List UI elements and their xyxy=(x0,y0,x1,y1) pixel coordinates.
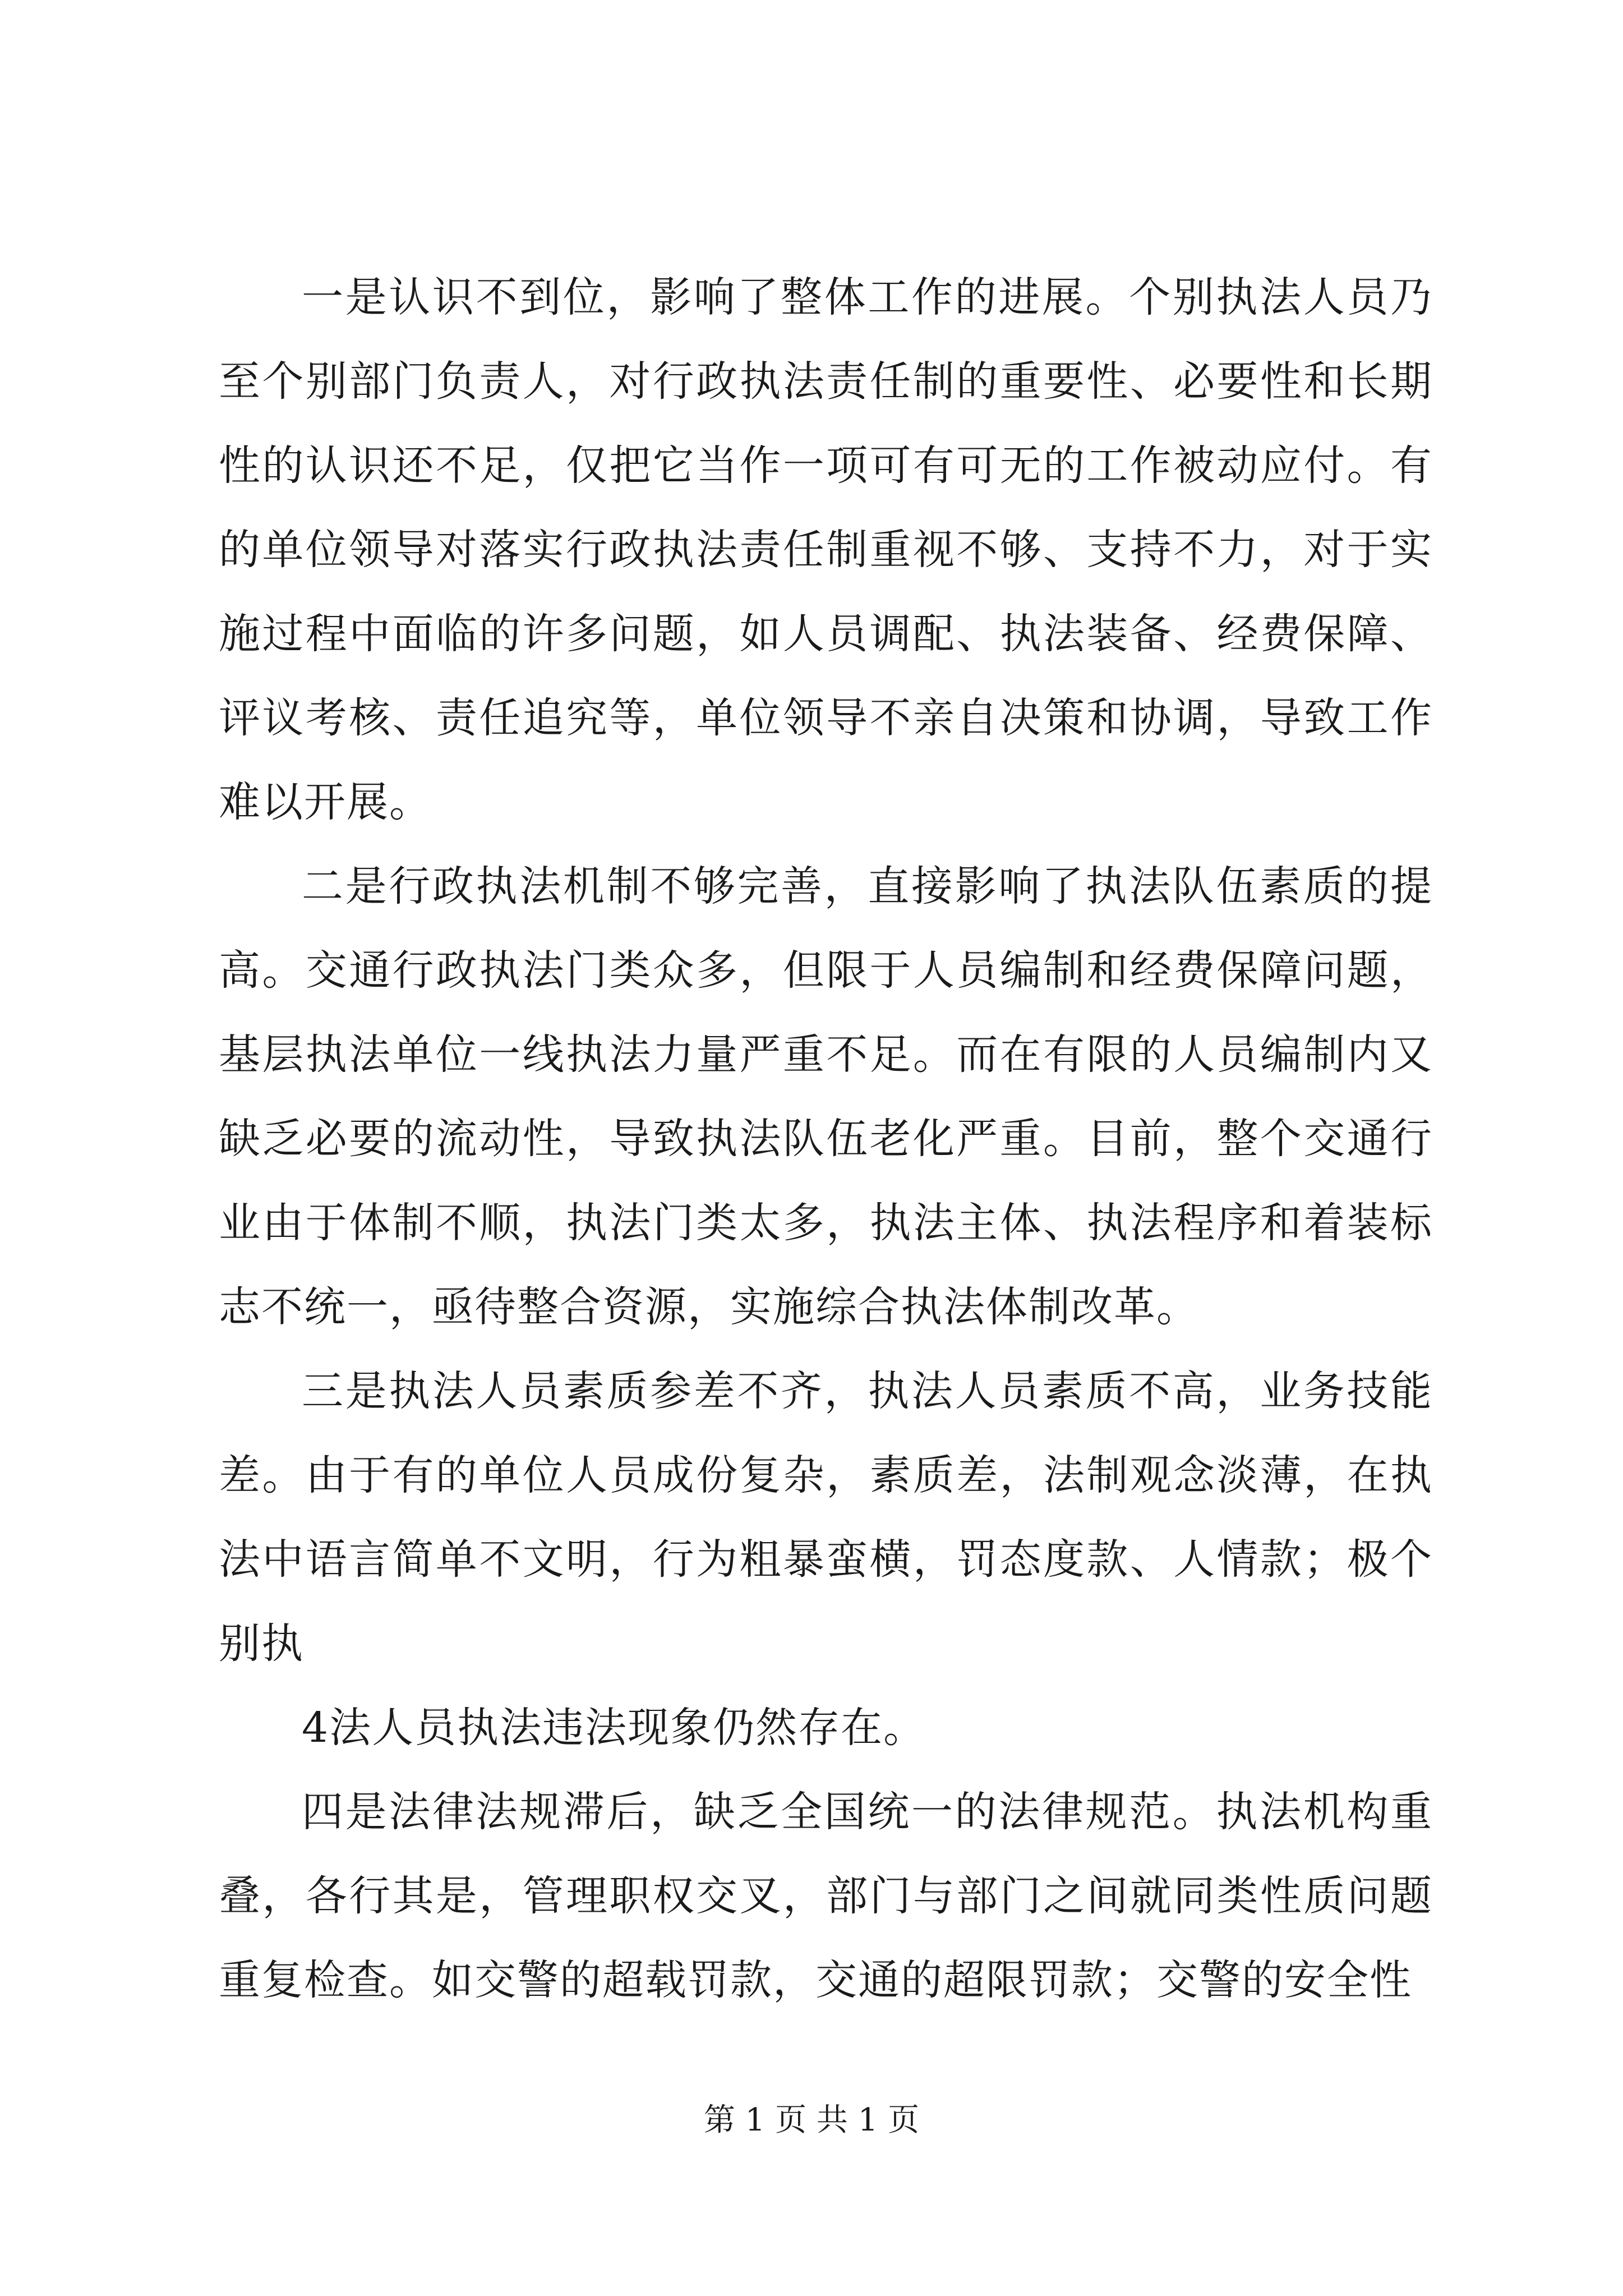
paragraph-3: 三是执法人员素质参差不齐，执法人员素质不高，业务技能差。由于有的单位人员成份复杂，素质差，法制观念淡薄，在执法中语言简单不文明，行为粗暴蛮横，罚态度款、人情款；极个别执 xyxy=(219,1367,1433,1668)
page-footer: 第 1 页 共 1 页 xyxy=(703,2102,920,2138)
paragraph-2: 二是行政执法机制不够完善，直接影响了执法队伍素质的提高。交通行政执法门类众多，但限于人员编制和经费保障问题，基层执法单位一线执法力量严重不足。而在有限的人员编制内又缺乏必要的流动性，导致执法队伍老化严重。目前，整个交通行业由于体制不顺，执法门类太多，执法主体、执法程序和着装标志不统一，亟待整合资源，实施综合执法体制改革。 xyxy=(219,862,1433,1331)
paragraph-1: 一是认识不到位，影响了整体工作的进展。个别执法人员乃至个别部门负责人，对行政执法责任制的重要性、必要性和长期性的认识还不足，仅把它当作一项可有可无的工作被动应付。有的单位领导对落实行政执法责任制重视不够、支持不力，对于实施过程中面临的许多问题，如人员调配、执法装备、经费保障、评议考核、责任追究等，单位领导不亲自决策和协调，导致工作难以开展。 xyxy=(219,273,1433,826)
paragraph-4: 4法人员执法违法现象仍然存在。 xyxy=(302,1704,926,1752)
paragraph-5: 四是法律法规滞后，缺乏全国统一的法律规范。执法机构重叠，各行其是，管理职权交叉，部门与部门之间就同类性质问题重复检查。如交警的超载罚款，交通的超限罚款；交警的安全性 xyxy=(219,1788,1433,2004)
document-body xyxy=(219,255,1433,2022)
